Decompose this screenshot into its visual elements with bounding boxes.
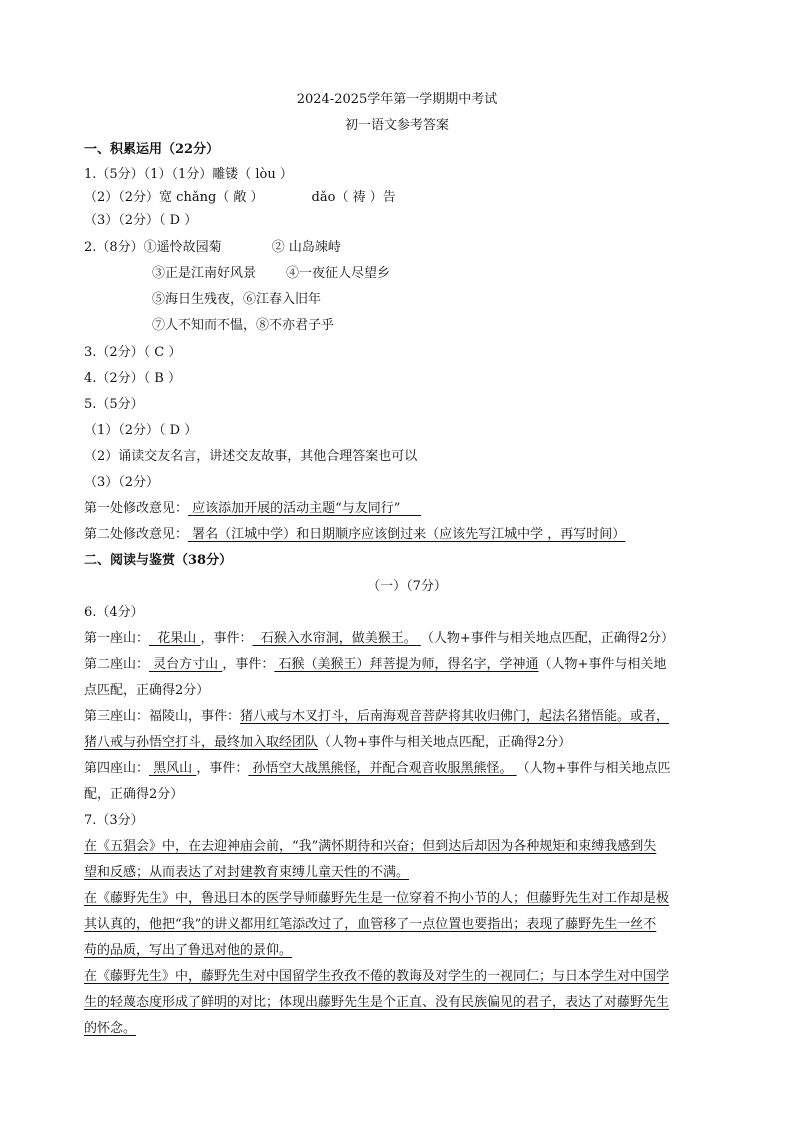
mountain-4-note: （人物+事件与相关地点匹 [516,761,671,776]
q7-answer-1-line-1: 在《五猖会》中，在去迎神庙会前，“我”满怀期待和兴奋；但到达后却因为各种规矩和束缚我感到失 [84,839,657,854]
q2-line-2 [152,265,390,282]
mountain-3-event: 猪八戒与木叉打斗，后南海观音菩萨将其收归佛门，起法名猪悟能。或者， [240,709,670,724]
q2-answer-3: ③正是江南好风景 [152,266,257,281]
q7-answer-3-line-3: 的怀念。 [84,1021,137,1036]
exam-title: 2024-2025学年第一学期期中考试 [296,92,498,107]
q2-answer-1: 2.（8分）①遥怜故园菊 [84,240,222,255]
mountain-2-place: 灵台方寸山 [153,657,219,672]
q5-modification-1 [84,500,421,517]
mountain-3-note: （人物+事件与相关地点匹配，正确得2分） [318,735,572,750]
q6-heading: 6.（4分） [84,605,144,620]
q5-2-answer: （2）诵读交友名言，讲述交友故事，其他合理答案也可以 [84,449,418,464]
q2-answer-4: ④一夜征人尽望乡 [286,266,391,281]
mountain-1-event: 石猴入水帘洞，做美猴王。 [260,631,417,646]
mod2-text: 署名（江城中学）和日期顺序应该倒过来（应该先写江城中学 ，再写时间） [192,527,626,542]
q7-answer-2-line-1: 在《藤野先生》中，鲁迅日本的医学导师藤野先生是一位穿着不拘小节的人；但藤野先生对工作却是极 [84,891,670,906]
q7-answer-3-line-1: 在《藤野先生》中，藤野先生对中国留学生孜孜不倦的教诲及对学生的一视同仁；与日本学生对中国学 [84,969,670,984]
q2-line-4: ⑦人不知而不愠，⑧不亦君子乎 [152,318,335,333]
mountain-3-event-alt: 猪八戒与孙悟空打斗，最终加入取经团队 [84,735,319,750]
q5-modification-2 [84,526,625,543]
q1-2-part-b: dǎo（ 祷 ）告 [311,190,396,205]
q6-mountain-4-cont: 配，正确得2分） [84,787,184,802]
section-1-heading: 一、积累运用（22分） [84,142,220,157]
mountain-1-note: （人物+事件与相关地点匹配，正确得2分） [420,631,675,646]
q5-3-heading: （3）（2分） [84,475,160,490]
q7-heading: 7.（3分） [84,813,144,828]
mountain-4-place: 黑风山 [153,761,193,776]
q6-mountain-4: 第四座山： 黑风山 ，事件： 孙悟空大战黑熊怪，并配合观音收服黑熊怪。 （人物+事件与相关地点匹 [84,761,671,776]
mountain-1-place: 花果山 [157,631,197,646]
q6-mountain-2-cont: 点匹配，正确得2分） [84,683,210,698]
q1-line-1: 1.（5分）（1）（1分）雕镂（ lòu ） [84,167,293,182]
q6-mountain-1: 第一座山： 花果山 ，事件： 石猴入水帘洞，做美猴王。 （人物+事件与相关地点匹配，正确得2分） [84,631,675,646]
q5-1-answer: （1）（2分）（ D ） [84,423,198,438]
q6-mountain-3: 第三座山：福陵山，事件：猪八戒与木叉打斗，后南海观音菩萨将其收归佛门，起法名猪悟能。或者， [84,709,670,724]
q6-mountain-2: 第二座山： 灵台方寸山 ，事件： 石猴（美猴王）拜菩提为师，得名字，学神通（人物+事件与相关地 [84,657,667,672]
q1-2-part-a: （2）（2分）宽 chǎng（ 敞 ） [84,190,264,205]
mountain-2-note: （人物+事件与相关地 [538,657,667,672]
q7-answer-1-line-2: 望和反感；从而表达了对封建教育束缚儿童天性的不满。 [84,865,410,880]
section-2-heading: 二、阅读与鉴赏（38分） [84,553,233,568]
mountain-4-event: 孙悟空大战黑熊怪，并配合观音收服黑熊怪。 [252,761,513,776]
mountain-2-event: 石猴（美猴王）拜菩提为师，得名字，学神通 [278,657,539,672]
q3-answer: 3.（2分）（ C ） [84,345,182,360]
mod1-label: 第一处修改意见： [84,501,189,516]
q2-line-3: ⑤海日生残夜，⑥江春入旧年 [152,292,322,307]
q2-answer-2: ② 山岛竦峙 [271,240,341,255]
q6-mountain-3-cont [84,734,571,751]
q4-answer: 4.（2分）（ B ） [84,371,181,386]
mod1-text: 应该添加开展的活动主题“与友同行” [192,501,401,516]
q7-answer-2-line-2: 其认真的，他把“我”的讲义都用红笔添改过了，血管移了一点位置也要指出；表现了藤野先生一丝不 [84,917,657,932]
mod2-label: 第二处修改意见： [84,527,189,542]
q7-answer-3-line-2: 生的轻蔑态度形成了鲜明的对比；体现出藤野先生是个正直、没有民族偏见的君子，表达了对藤野先生 [84,995,670,1010]
q2-line-1 [84,239,341,256]
q7-answer-2-line-3: 苟的品质，写出了鲁迅对他的景仰。 [84,943,293,958]
answer-key-title: 初一语文参考答案 [344,118,449,133]
q1-line-3: （3）（2分）（ D ） [84,213,198,228]
q1-line-2 [84,189,396,206]
q5-heading: 5.（5分） [84,397,144,412]
part-1-heading: （一）（7分） [367,579,447,594]
